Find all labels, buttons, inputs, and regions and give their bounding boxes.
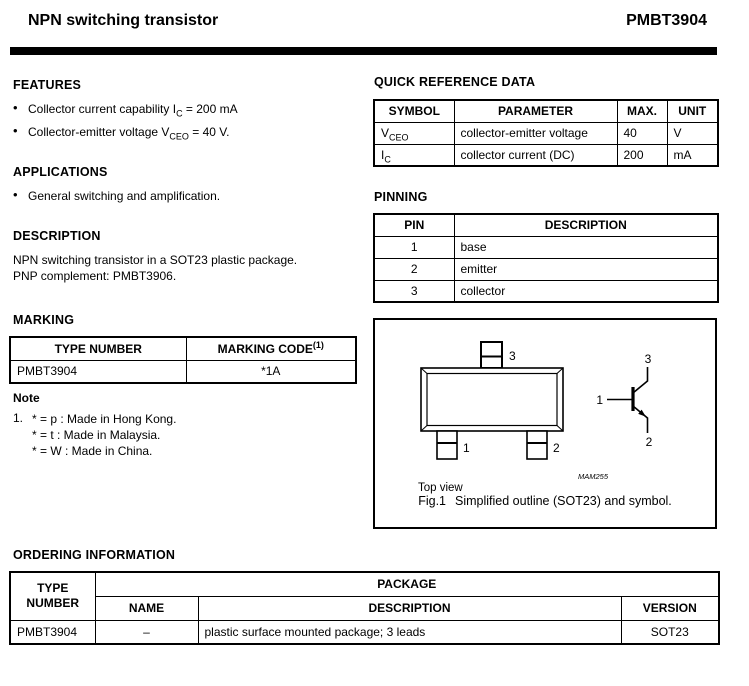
sot23-bottom-lead-2 (527, 431, 547, 459)
quick-reference-heading: QUICK REFERENCE DATA (374, 75, 536, 89)
symbol-subscript: CEO (389, 132, 409, 143)
marking-col-marking-code (186, 337, 356, 360)
feature-item (9, 125, 355, 142)
note-line: * = p : Made in Hong Kong. (32, 412, 177, 426)
page-title: NPN switching transistor (28, 12, 219, 29)
ordering-data-row (10, 620, 719, 644)
symbol-collector-label: 3 (644, 352, 652, 366)
note-line: * = W : Made in China. (32, 444, 153, 458)
features-heading: FEATURES (13, 78, 82, 92)
top-view-label: Top view (418, 482, 463, 494)
qrd-symbol-cell (374, 122, 454, 144)
outline-pin2-label: 2 (553, 441, 560, 455)
qrd-row-ic (374, 144, 718, 166)
ordering-col-name: NAME (95, 596, 198, 620)
ordering-heading: ORDERING INFORMATION (13, 548, 176, 562)
pinning-row (374, 236, 718, 258)
qrd-unit-cell: V (667, 122, 718, 144)
qrd-col-symbol: SYMBOL (374, 100, 454, 122)
marking-code-footnote-ref: (1) (312, 339, 324, 350)
pinning-table (373, 213, 719, 303)
ordering-header-row-2 (10, 596, 719, 620)
symbol-base-label: 1 (596, 393, 603, 407)
qrd-col-unit: UNIT (667, 100, 718, 122)
pin-number-cell: 3 (374, 280, 454, 302)
pinning-heading: PINNING (374, 190, 428, 204)
marking-col-type-number: TYPE NUMBER (10, 337, 186, 360)
sot23-bottom-lead-1 (437, 431, 457, 459)
marking-data-row (10, 360, 356, 383)
ordering-type-number-cell: PMBT3904 (10, 620, 95, 644)
note-heading: Note (13, 391, 40, 405)
outline-pin1-label: 1 (463, 441, 470, 455)
ordering-version-cell: SOT23 (621, 620, 719, 644)
pin-number-cell: 2 (374, 258, 454, 280)
description-line: PNP complement: PMBT3906. (13, 269, 177, 283)
note-number: 1. (13, 411, 24, 425)
ordering-col-version: VERSION (621, 596, 719, 620)
qrd-symbol-cell (374, 144, 454, 166)
marking-header-row (10, 337, 356, 360)
symbol-subscript: C (384, 154, 391, 165)
pinning-row (374, 280, 718, 302)
ordering-col-package: PACKAGE (95, 572, 719, 596)
qrd-header-row (374, 100, 718, 122)
pin-description-cell: emitter (454, 258, 718, 280)
ordering-section (9, 542, 718, 645)
applications-heading: APPLICATIONS (13, 165, 108, 179)
feature-item (9, 102, 355, 119)
feature-text: = 40 V. (188, 125, 230, 139)
ordering-table (9, 571, 720, 645)
description-paragraph (9, 252, 355, 284)
features-list (9, 102, 355, 142)
outline-pin3-label: 3 (509, 349, 516, 363)
right-column (373, 70, 717, 529)
note-line: * = t : Made in Malaysia. (32, 428, 161, 442)
figure-caption-text: Simplified outline (SOT23) and symbol. (455, 494, 672, 508)
marking-code-label: MARKING CODE (217, 341, 313, 356)
ordering-description-cell: plastic surface mounted package; 3 leads (198, 620, 621, 644)
qrd-row-vceo (374, 122, 718, 144)
sot23-top-lead (481, 342, 502, 368)
qrd-max-cell: 40 (617, 122, 667, 144)
qrd-max-cell: 200 (617, 144, 667, 166)
description-heading: DESCRIPTION (13, 229, 101, 243)
pinning-col-description: DESCRIPTION (454, 214, 718, 236)
qrd-parameter-cell: collector-emitter voltage (454, 122, 617, 144)
note-lines (32, 411, 355, 459)
applications-list (9, 189, 355, 203)
figure-caption (375, 494, 715, 508)
npn-transistor-symbol (607, 367, 648, 433)
pin-description-cell: base (454, 236, 718, 258)
feature-text: = 200 mA (182, 102, 238, 116)
figure-number: Fig.1 (418, 494, 447, 508)
feature-subscript: C (176, 108, 183, 119)
part-number: PMBT3904 (626, 12, 707, 29)
sot23-body (421, 368, 563, 431)
application-item: • General switching and amplification. (9, 189, 355, 203)
feature-subscript: CEO (169, 131, 189, 142)
ordering-col-description: DESCRIPTION (198, 596, 621, 620)
quick-reference-table (373, 99, 719, 167)
symbol-emitter-label: 2 (645, 435, 653, 449)
drawing-code-label: MAM255 (578, 472, 609, 481)
note-item (13, 411, 355, 459)
pin-description-cell: collector (454, 280, 718, 302)
ordering-header-row-1 (10, 572, 719, 596)
marking-table (9, 336, 357, 384)
marking-type-number-cell: PMBT3904 (10, 360, 186, 383)
feature-text: Collector-emitter voltage V (28, 125, 170, 139)
qrd-col-parameter: PARAMETER (454, 100, 617, 122)
header-rule (10, 47, 717, 55)
ordering-col-type-number: TYPE NUMBER (10, 572, 95, 620)
figure-1-box (373, 318, 717, 529)
pinning-row (374, 258, 718, 280)
symbol-text: V (381, 126, 390, 140)
symbol-text: I (381, 147, 385, 162)
pin-number-cell: 1 (374, 236, 454, 258)
marking-heading: MARKING (13, 313, 75, 327)
feature-text: Collector current capability I (28, 102, 177, 116)
qrd-col-max: MAX. (617, 100, 667, 122)
qrd-unit-cell: mA (667, 144, 718, 166)
marking-code-cell: *1A (186, 360, 356, 383)
note-block (9, 391, 355, 459)
ordering-name-cell: – (95, 620, 198, 644)
left-column (9, 70, 355, 459)
qrd-parameter-cell: collector current (DC) (454, 144, 617, 166)
pinning-col-pin: PIN (374, 214, 454, 236)
description-line: NPN switching transistor in a SOT23 plastic package. (13, 253, 298, 267)
pinning-header-row (374, 214, 718, 236)
